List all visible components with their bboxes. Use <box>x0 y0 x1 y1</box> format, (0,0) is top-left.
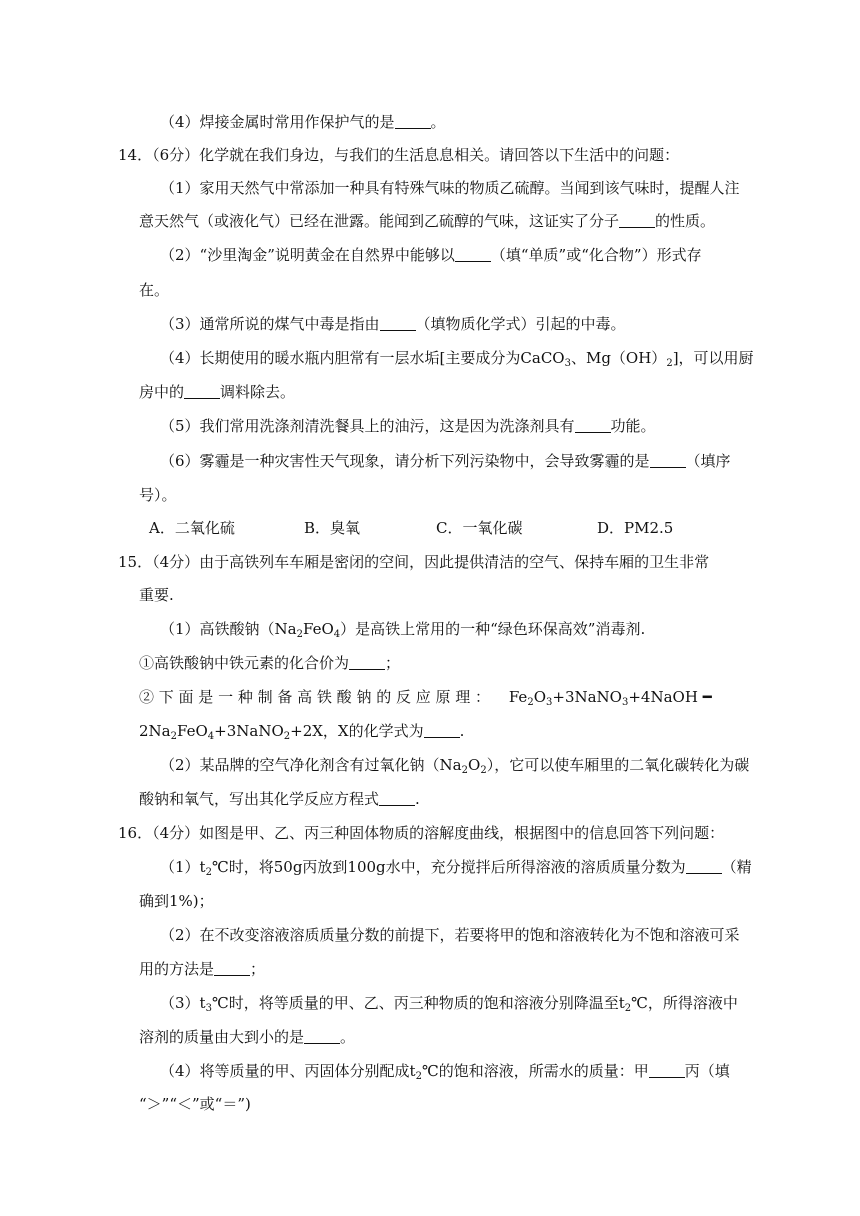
q16-item3-line1: $(3)t_3℃$时，将等质量的甲、乙、丙三种物质的饱和溶液分别降温至$t_2℃$，所得溶液中 <box>160 994 738 1014</box>
answer-blank <box>184 384 220 399</box>
q16-item4-line2: “＞”“＜”或“＝”) <box>139 1095 251 1113</box>
q15-sub1: ①高铁酸钠中铁元素的化合价为 ； <box>139 654 401 672</box>
q16-item3-line2: 溶剂的质量由大到小的是 。 <box>139 1028 356 1046</box>
q16-item1-line1: $(1)t_2℃$时，将50g丙放到100g水中，充分搅拌后所得溶液的溶质质量分数为 （精 <box>160 858 752 878</box>
q16-item4-line1: （4）将等质量的甲、丙固体分别配成$t_2℃$的饱和溶液，所需水的质量：甲 丙（填 <box>160 1062 730 1082</box>
q16-item2-line1: （2）在不改变溶液溶质质量分数的前提下，若要将甲的饱和溶液转化为不饱和溶液可采 <box>160 926 740 944</box>
q15-item2-line1: （2）某品牌的空气净化剂含有过氧化钠$(Na_2O_2)$，它可以使车厢里的二氧化碳转化为碳 <box>160 756 750 776</box>
q15-stem-line2: 重要. <box>139 586 174 604</box>
q14-item2-line1: （2）“沙里淘金”说明黄金在自然界中能够以 （填“单质”或“化合物”）形式存 <box>160 246 702 264</box>
q15-sub2-line2: $2Na_2FeO_4+3NaNO_2+2X$，X的化学式为 . <box>139 722 465 742</box>
option-a: A．二氧化硫 <box>149 519 235 537</box>
answer-blank <box>650 453 686 468</box>
q14-stem: 14．（6分）化学就在我们身边，与我们的生活息息相关。请回答以下生活中的问题： <box>118 146 680 164</box>
answer-blank <box>649 1063 685 1078</box>
q14-item1-line1: （1）家用天然气中常添加一种具有特殊气味的物质乙硫醇。当闻到该气味时，提醒人注 <box>160 179 740 197</box>
q16-item2-line2: 用的方法是 ； <box>139 960 266 978</box>
answer-blank <box>619 213 655 228</box>
q15-item2-line2: 酸钠和氧气，写出其化学反应方程式 . <box>139 790 420 808</box>
q14-item4-line1: （4）长期使用的暖水瓶内胆常有一层水垢[主要成分为CaCO$_3$、$Mg(OH)_2$]，可以用厨 <box>160 349 754 369</box>
q14-item2-line2: 在。 <box>139 281 170 299</box>
answer-blank <box>214 961 250 976</box>
q14-item6-line2: 号）。 <box>139 486 177 504</box>
q14-item4-line2: 房中的 调料除去。 <box>139 383 296 401</box>
option-c: C．一氧化碳 <box>436 519 523 537</box>
q14-item3: （3）通常所说的煤气中毒是指由 （填物质化学式）引起的中毒。 <box>160 315 626 333</box>
option-b: B．臭氧 <box>304 519 361 537</box>
q14-options <box>0 518 860 538</box>
answer-blank <box>304 1029 340 1044</box>
q14-item5: （5）我们常用洗涤剂清洗餐具上的油污，这是因为洗涤剂具有 功能。 <box>160 417 656 435</box>
answer-blank <box>395 114 431 129</box>
answer-blank <box>424 723 460 738</box>
answer-blank <box>380 316 416 331</box>
q15-item1: （1）高铁酸钠$(Na_2FeO_4)$是高铁上常用的一种“绿色环保高效”消毒剂. <box>160 620 646 640</box>
answer-blank <box>379 791 415 806</box>
option-d: D．PM2.5 <box>597 519 674 537</box>
answer-blank <box>455 247 491 262</box>
q16-item1-line2: 确到1%)； <box>139 892 214 910</box>
q15-sub2-line1: ② 下 面 是 一 种 制 备 高 铁 酸 钠 的 反 应 原 理 ： $Fe_2O_3+3NaNO_3+4NaOH$ ━ <box>139 688 712 708</box>
q13-item4: （4）焊接金属时常用作保护气的是 。 <box>160 113 446 131</box>
answer-blank <box>575 418 611 433</box>
answer-blank <box>686 859 722 874</box>
q14-item6-line1: （6）雾霾是一种灾害性天气现象，请分析下列污染物中，会导致雾霾的是 （填序 <box>160 452 731 470</box>
q16-stem: 16．（4分）如图是甲、乙、丙三种固体物质的溶解度曲线，根据图中的信息回答下列问题： <box>118 824 725 842</box>
q15-stem-line1: 15．（4分）由于高铁列车车厢是密闭的空间，因此提供清洁的空气、保持车厢的卫生非常 <box>118 553 710 571</box>
answer-blank <box>349 655 385 670</box>
q14-item1-line2: 意天然气（或液化气）已经在泄露。能闻到乙硫醇的气味，这证实了分子 的性质。 <box>139 212 716 230</box>
